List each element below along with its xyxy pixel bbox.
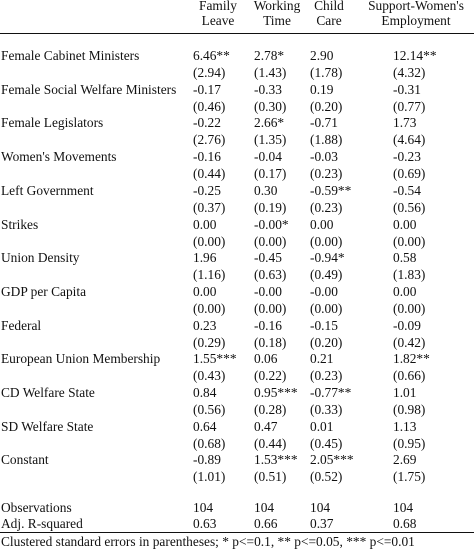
standard-error-cell: (1.01): [193, 469, 226, 484]
coefficient-cell: -0.17: [193, 82, 221, 97]
row-label: Union Density: [1, 250, 80, 265]
stat-value-cell: 104: [393, 500, 414, 515]
coefficient-cell: -0.16: [193, 149, 221, 164]
coefficient-cell: -0.04: [254, 149, 282, 164]
coefficient-cell: -0.45: [254, 250, 282, 265]
coefficient-cell: 0.19: [310, 82, 334, 97]
standard-error-cell: (1.78): [310, 65, 343, 80]
coefficient-cell: -0.22: [193, 115, 221, 130]
coefficient-cell: 1.01: [393, 385, 417, 400]
coefficient-cell: -0.25: [193, 183, 221, 198]
coefficient-cell: 0.00: [310, 217, 334, 232]
standard-error-cell: (0.37): [193, 200, 226, 215]
standard-error-cell: (0.52): [310, 469, 343, 484]
standard-error-cell: (0.33): [310, 402, 343, 417]
standard-error-cell: (0.22): [254, 368, 287, 383]
coefficient-cell: 0.00: [193, 217, 217, 232]
coefficient-cell: 1.53***: [254, 452, 298, 467]
standard-error-cell: (4.64): [393, 132, 426, 147]
coefficient-cell: -0.54: [393, 183, 421, 198]
standard-error-cell: (0.44): [193, 166, 226, 181]
standard-error-cell: (0.00): [193, 301, 226, 316]
column-header-line: Family: [199, 0, 237, 13]
standard-error-cell: (1.75): [393, 469, 426, 484]
coefficient-cell: 2.78*: [254, 48, 285, 63]
coefficient-cell: 1.82**: [393, 351, 430, 366]
standard-error-cell: (0.23): [310, 166, 343, 181]
column-header-support-womens-employment: [358, 0, 474, 28]
standard-error-cell: (0.46): [193, 99, 226, 114]
coefficient-cell: -0.71: [310, 115, 338, 130]
coefficient-cell: 12.14**: [393, 48, 437, 63]
coefficient-cell: 1.55***: [193, 351, 237, 366]
coefficient-cell: -0.89: [193, 452, 221, 467]
stat-value-cell: 104: [193, 500, 214, 515]
coefficient-cell: 0.47: [254, 419, 278, 434]
standard-error-cell: (0.77): [393, 99, 426, 114]
standard-error-cell: (0.23): [310, 200, 343, 215]
stat-label: Adj. R-squared: [1, 516, 83, 531]
standard-error-cell: (1.43): [254, 65, 287, 80]
standard-error-cell: (4.32): [393, 65, 426, 80]
column-header-line: Child: [314, 0, 344, 13]
coefficient-cell: -0.00: [254, 284, 282, 299]
standard-error-cell: (0.17): [254, 166, 287, 181]
coefficient-cell: -0.77**: [310, 385, 352, 400]
coefficient-cell: 0.95***: [254, 385, 298, 400]
stat-value-cell: 104: [254, 500, 275, 515]
column-header-line: Leave: [201, 13, 235, 28]
standard-error-cell: (0.23): [310, 368, 343, 383]
coefficient-cell: 0.64: [193, 419, 217, 434]
standard-error-cell: (0.20): [310, 99, 343, 114]
stat-value-cell: 0.37: [310, 516, 334, 531]
standard-error-cell: (0.51): [254, 469, 287, 484]
coefficient-cell: -0.00*: [254, 217, 289, 232]
standard-error-cell: (1.83): [393, 267, 426, 282]
coefficient-cell: -0.00: [310, 284, 338, 299]
standard-error-cell: (0.29): [193, 335, 226, 350]
coefficient-cell: 1.13: [393, 419, 417, 434]
standard-error-cell: (0.00): [254, 301, 287, 316]
column-header-line: Support-Women's: [368, 0, 464, 13]
row-label: Women's Movements: [1, 149, 117, 164]
coefficient-cell: 1.96: [193, 250, 217, 265]
coefficient-cell: 2.90: [310, 48, 334, 63]
standard-error-cell: (0.00): [393, 234, 426, 249]
standard-error-cell: (0.69): [393, 166, 426, 181]
standard-error-cell: (1.35): [254, 132, 287, 147]
coefficient-cell: -0.59**: [310, 183, 352, 198]
standard-error-cell: (0.56): [393, 200, 426, 215]
coefficient-cell: -0.23: [393, 149, 421, 164]
coefficient-cell: -0.33: [254, 82, 282, 97]
standard-error-cell: (0.56): [193, 402, 226, 417]
row-label: Female Cabinet Ministers: [1, 48, 140, 63]
coefficient-cell: -0.16: [254, 318, 282, 333]
standard-error-cell: (0.45): [310, 436, 343, 451]
stat-value-cell: 0.63: [193, 516, 217, 531]
column-header-line: Care: [316, 13, 342, 28]
coefficient-cell: 6.46**: [193, 48, 230, 63]
row-label: European Union Membership: [1, 351, 161, 366]
stat-label: Observations: [1, 500, 72, 515]
coefficient-cell: -0.15: [310, 318, 338, 333]
table-footnote: Clustered standard errors in parentheses; * p<=0.1, ** p<=0.05, *** p<=0.01: [1, 534, 415, 549]
column-header-line: Employment: [381, 13, 451, 28]
standard-error-cell: (0.95): [393, 436, 426, 451]
coefficient-cell: -0.03: [310, 149, 338, 164]
coefficient-cell: -0.31: [393, 82, 421, 97]
standard-error-cell: (1.16): [193, 267, 226, 282]
coefficient-cell: 0.06: [254, 351, 278, 366]
row-label: Female Legislators: [1, 115, 104, 130]
standard-error-cell: (0.00): [310, 301, 343, 316]
standard-error-cell: (1.88): [310, 132, 343, 147]
coefficient-cell: 2.66*: [254, 115, 285, 130]
standard-error-cell: (0.63): [254, 267, 287, 282]
coefficient-cell: 0.21: [310, 351, 334, 366]
column-header-line: Working: [253, 0, 301, 13]
standard-error-cell: (2.76): [193, 132, 226, 147]
coefficient-cell: 0.84: [193, 385, 217, 400]
row-label: SD Welfare State: [1, 419, 94, 434]
standard-error-cell: (0.19): [254, 200, 287, 215]
standard-error-cell: (0.98): [393, 402, 426, 417]
standard-error-cell: (0.44): [254, 436, 287, 451]
coefficient-cell: 0.30: [254, 183, 278, 198]
header-rule: [0, 33, 474, 34]
coefficient-cell: 0.23: [193, 318, 217, 333]
column-header-family-leave: [190, 0, 246, 28]
coefficient-cell: 0.00: [393, 284, 417, 299]
row-label: Strikes: [1, 217, 39, 232]
stat-value-cell: 104: [310, 500, 331, 515]
coefficient-cell: 2.05***: [310, 452, 354, 467]
coefficient-cell: 1.73: [393, 115, 417, 130]
column-header-working-time: [248, 0, 306, 28]
standard-error-cell: (0.18): [254, 335, 287, 350]
standard-error-cell: (0.28): [254, 402, 287, 417]
row-label: CD Welfare State: [1, 385, 95, 400]
footer-rule: [0, 532, 474, 533]
column-header-child-care: [306, 0, 352, 28]
stat-value-cell: 0.68: [393, 516, 417, 531]
standard-error-cell: (0.68): [193, 436, 226, 451]
standard-error-cell: (0.00): [193, 234, 226, 249]
row-label: Female Social Welfare Ministers: [1, 82, 177, 97]
column-header-line: Time: [263, 13, 291, 28]
standard-error-cell: (0.49): [310, 267, 343, 282]
standard-error-cell: (0.00): [254, 234, 287, 249]
coefficient-cell: 0.00: [193, 284, 217, 299]
standard-error-cell: (0.66): [393, 368, 426, 383]
coefficient-cell: 0.58: [393, 250, 417, 265]
standard-error-cell: (0.43): [193, 368, 226, 383]
standard-error-cell: (0.42): [393, 335, 426, 350]
row-label: Constant: [1, 452, 49, 467]
coefficient-cell: 0.01: [310, 419, 334, 434]
coefficient-cell: 2.69: [393, 452, 417, 467]
standard-error-cell: (0.30): [254, 99, 287, 114]
coefficient-cell: -0.09: [393, 318, 421, 333]
row-label: Federal: [1, 318, 42, 333]
standard-error-cell: (0.00): [393, 301, 426, 316]
coefficient-cell: 0.00: [393, 217, 417, 232]
row-label: GDP per Capita: [1, 284, 87, 299]
standard-error-cell: (0.00): [310, 234, 343, 249]
stat-value-cell: 0.66: [254, 516, 278, 531]
standard-error-cell: (2.94): [193, 65, 226, 80]
row-label: Left Government: [1, 183, 94, 198]
coefficient-cell: -0.94*: [310, 250, 345, 265]
standard-error-cell: (0.20): [310, 335, 343, 350]
